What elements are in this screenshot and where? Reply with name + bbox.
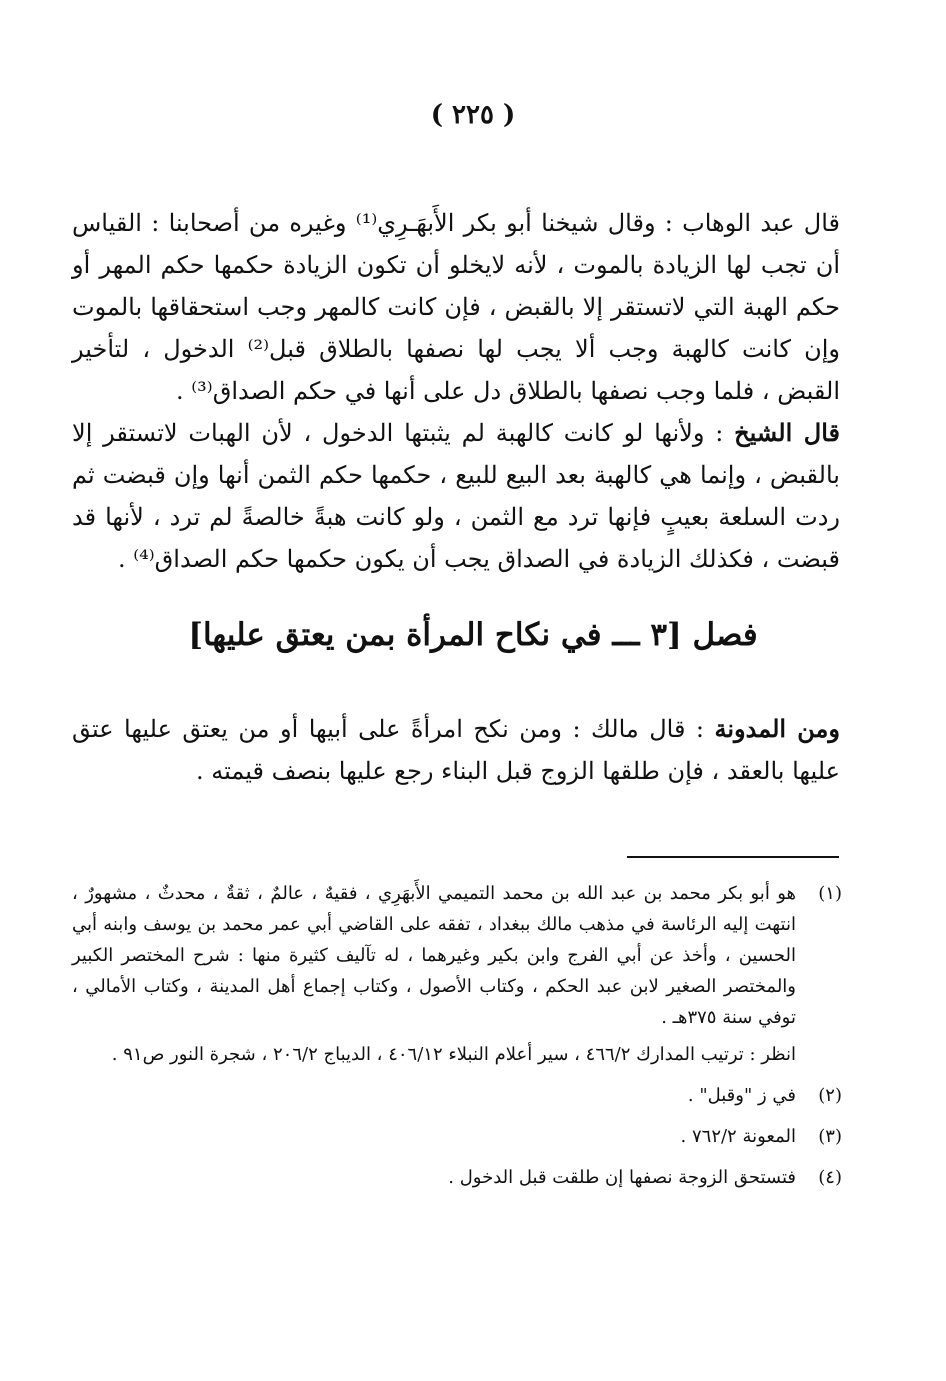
footnote-number: (٢) xyxy=(818,1085,842,1106)
footnote-body xyxy=(72,1121,796,1158)
page-number: ( ٢٢٥ ) xyxy=(430,100,516,130)
footnote xyxy=(72,1162,842,1199)
paragraph-2-lead: قال الشيخ xyxy=(734,418,841,447)
paragraph-3 xyxy=(72,708,840,792)
paragraph-2-text: : ولأنها لو كانت كالهبة لم يثبتها الدخول ، لأن الهبات لاتستقر إلا بالقبض ، وإنما هي كالهبة بعد البيع للبيع ، حكمها حكم الثمن أنها وإن قبضت ثم ردت السلعة بعيبٍ فإنها ترد مع الثمن ، ولو كانت هبةً خالصةً لم ترد ، لأنها قد قبضت ، فكذلك الزيادة في الصداق يجب أن يكون حكمها حكم الصداق⁽⁴⁾ . xyxy=(72,419,840,573)
footnote-body xyxy=(72,1162,796,1199)
footnote-text: هو أبو بكر محمد بن عبد الله بن محمد التميمي الأَبهَرِي ، فقيهٌ ، عالمٌ ، ثقةٌ ، محدثٌ ، مشهورٌ ، انتهت إليه الرئاسة في مذهب مالك ببغداد ، تفقه على القاضي أبي عمر محمد بن يوسف وابنه أبي الحسين ، وأخذ عن أبي الفرج وابن بكير وغيرهما ، له تآليف كثيرة منها : شرح المختصر الكبير والمختصر الصغير لابن عبد الحكم ، وكتاب الأصول ، وكتاب إجماع أهل المدينة ، وكتاب الأمالي ، توفي سنة ٣٧٥هـ . xyxy=(72,883,796,1028)
paragraph-1: قال عبد الوهاب : وقال شيخنا أبو بكر الأَبهَـرِي⁽¹⁾ وغيره من أصحابنا : القياس أن تجب لها الزيادة بالموت ، لأنه لايخلو أن تكون الزيادة حكمها حكم المهر أو حكم الهبة التي لاتستقر إلا بالقبض ، فإن كانت كالمهر وجب استحقاقها بالموت وإن كانت كالهبة وجب ألا يجب لها نصفها بالطلاق قبل⁽²⁾ الدخول ، لتأخير القبض ، فلما وجب نصفها بالطلاق دل على أنها في حكم الصداق⁽³⁾ . xyxy=(72,209,841,405)
footnotes xyxy=(72,878,842,1203)
footnote-text: في ز "وقبل" . xyxy=(687,1085,796,1106)
footnote-text: المعونة ٧٦٢/٢ . xyxy=(680,1126,796,1147)
footnote-separator xyxy=(627,856,839,858)
footnote-body xyxy=(72,878,796,1076)
paragraph-2 xyxy=(72,412,840,580)
paragraph-3-lead: ومن المدونة xyxy=(714,714,840,743)
footnote xyxy=(72,878,842,1076)
footnote-number: (١) xyxy=(818,883,842,904)
paragraph-3-text: : قال مالك : ومن نكح امرأةً على أبيها أو من يعتق عليها عتق عليها بالعقد ، فإن طلقها الزوج قبل البناء رجع عليها بنصف قيمته . xyxy=(72,715,840,785)
footnote xyxy=(72,1121,842,1158)
footnote-text: فتستحق الزوجة نصفها إن طلقت قبل الدخول . xyxy=(448,1167,796,1188)
footnote xyxy=(72,1080,842,1117)
footnote-body xyxy=(72,1080,796,1117)
footnote-number: (٣) xyxy=(818,1126,842,1147)
footnote-number: (٤) xyxy=(818,1167,842,1188)
section-heading: فصل [٣ ـــ في نكاح المرأة بمن يعتق عليها] xyxy=(188,617,758,653)
footnote-text: انظر : ترتيب المدارك ٤٦٦/٢ ، سير أعلام النبلاء ٤٠٦/١٢ ، الديباج ٢٠٦/٢ ، شجرة النور ص٩١ . xyxy=(111,1044,796,1065)
